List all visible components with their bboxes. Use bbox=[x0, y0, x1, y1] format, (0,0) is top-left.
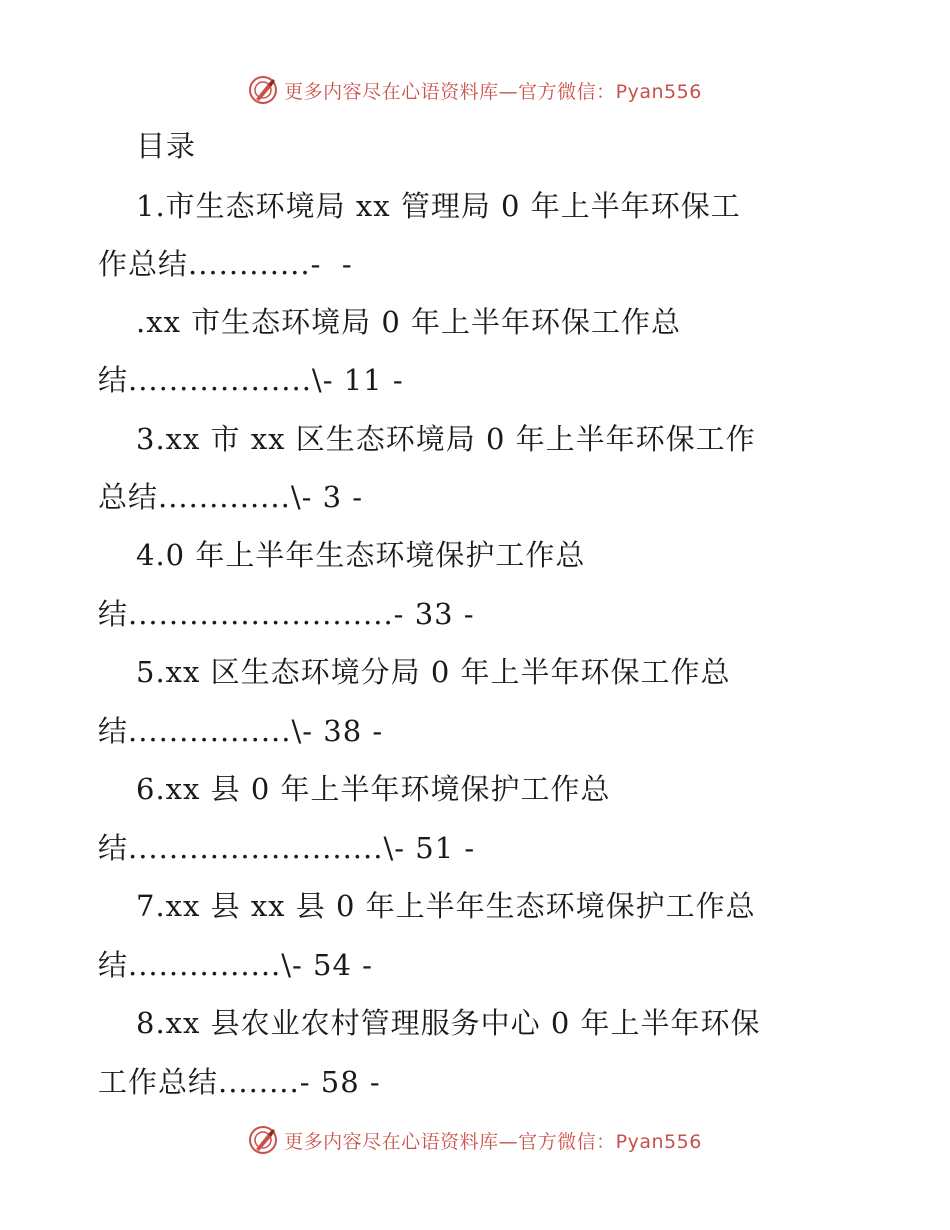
header-watermark bbox=[0, 70, 950, 110]
pen-logo-icon bbox=[248, 1125, 278, 1155]
pen-logo-icon bbox=[248, 75, 278, 105]
toc-entry-2-line-2: 结..................\- 11 - bbox=[98, 363, 404, 397]
toc-entry-8-line-1: 8.xx 县农业农村管理服务中心 0 年上半年环保 bbox=[136, 1006, 761, 1040]
footer-watermark bbox=[0, 1120, 950, 1160]
toc-entry-3-line-2: 总结.............\- 3 - bbox=[98, 480, 364, 514]
toc-entry-6-line-2: 结.........................\- 51 - bbox=[98, 831, 476, 865]
toc-entry-8-line-2: 工作总结........- 58 - bbox=[98, 1065, 381, 1099]
toc-entry-1-line-2: 作总结............- - bbox=[98, 247, 353, 281]
toc-entry-4-line-1: 4.0 年上半年生态环境保护工作总 bbox=[136, 538, 586, 572]
watermark-text: 更多内容尽在心语资料库—官方微信：Pyan556 bbox=[284, 1130, 702, 1153]
toc-entry-7-line-1: 7.xx 县 xx 县 0 年上半年生态环境保护工作总 bbox=[136, 889, 756, 923]
toc-title: 目录 bbox=[136, 129, 197, 163]
toc-entry-1-line-1: 1.市生态环境局 xx 管理局 0 年上半年环保工 bbox=[136, 189, 741, 223]
toc-entry-7-line-2: 结...............\- 54 - bbox=[98, 948, 373, 982]
toc-entry-5-line-1: 5.xx 区生态环境分局 0 年上半年环保工作总 bbox=[136, 655, 731, 689]
toc-entry-3-line-1: 3.xx 市 xx 区生态环境局 0 年上半年环保工作 bbox=[136, 422, 756, 456]
toc-entry-6-line-1: 6.xx 县 0 年上半年环境保护工作总 bbox=[136, 772, 611, 806]
toc-entry-2-line-1: .xx 市生态环境局 0 年上半年环保工作总 bbox=[136, 305, 682, 339]
watermark-text: 更多内容尽在心语资料库—官方微信：Pyan556 bbox=[284, 80, 702, 103]
toc-entry-5-line-2: 结................\- 38 - bbox=[98, 714, 384, 748]
toc-entry-4-line-2: 结..........................- 33 - bbox=[98, 597, 475, 631]
